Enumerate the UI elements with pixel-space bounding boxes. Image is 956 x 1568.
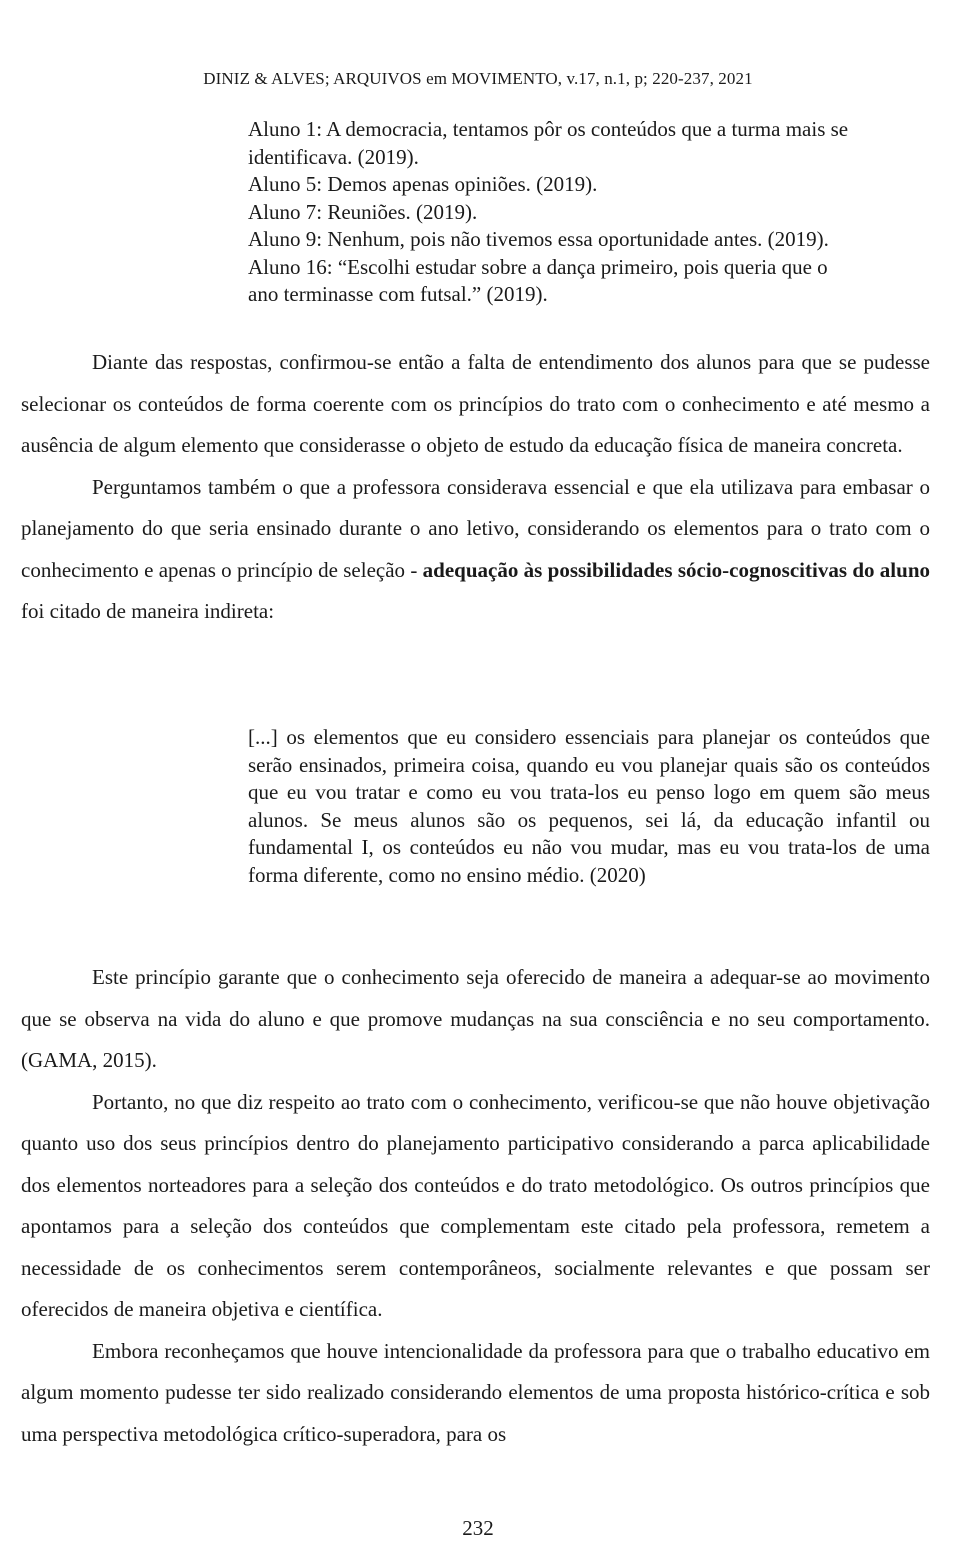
body-paragraph: Embora reconheçamos que houve intencionalidade da professora para que o trabalho educativo em algum momento pudesse ter sido realizado considerando elementos de uma proposta histórico-crítica e sob uma perspectiva metodológica crítico-superadora, para os [21, 1338, 930, 1446]
body-paragraph: Portanto, no que diz respeito ao trato com o conhecimento, verificou-se que não houve objetivação quanto uso dos seus princípios dentro do planejamento participativo considerando a parca aplicabilidade dos elementos norteadores para a seleção dos conteúdos e do trato metodológico. Os outros princípios que apontamos para a seleção dos conteúdos que complementam este citado pela professora, remetem a necessidade de os conhecimentos serem contemporâneos, socialmente relevantes e que possam ser oferecidos de maneira objetiva e científica. [21, 1089, 930, 1321]
paragraph-text: foi citado de maneira indireta: [21, 599, 275, 623]
quote-line: Aluno 5: Demos apenas opiniões. (2019). [248, 172, 598, 196]
paragraph-text: Perguntamos também o que a professora considerava essencial e que ela utilizava para embasar o planejamento do que seria ensinado durante o ano letivo, considerando os elementos para o trato com o conhecimento e apenas o princípio de seleção - [21, 474, 930, 582]
quote-line: ano terminasse com futsal.” (2019). [248, 282, 548, 306]
teacher-interview-quote: [...] os elementos que eu considero essenciais para planejar os conteúdos que serão ensinados, primeira coisa, quando eu vou planejar quais são os conteúdos que eu vou tratar e como eu vou trata-los eu penso logo em quem são meus alunos. Se meus alunos são os pequenos, sei lá, da educação infantil ou fundamental I, os conteúdos eu não vou mudar, mas eu vou trata-los de uma forma diferente, como no ensino médio. (2020) [248, 725, 930, 887]
quote-line: Aluno 16: “Escolhi estudar sobre a dança primeiro, pois queria que o [248, 254, 828, 279]
running-header: DINIZ & ALVES; ARQUIVOS em MOVIMENTO, v.17, n.1, p; 220-237, 2021 [203, 69, 753, 88]
student-responses-quote [248, 116, 930, 309]
body-text-section-1 [21, 342, 930, 633]
quote-line: Aluno 7: Reuniões. (2019). [248, 199, 478, 224]
body-paragraph: Este princípio garante que o conhecimento seja oferecido de maneira a adequar-se ao movimento que se observa na vida do aluno e que promove mudanças na sua consciência e no seu comportamento. (GAMA, 2015). [21, 965, 930, 1072]
quote-line: Aluno 1: A democracia, tentamos pôr os conteúdos que a turma mais se [248, 117, 849, 141]
body-text-section-2 [21, 957, 930, 1455]
body-paragraph [21, 467, 930, 633]
page-number: 232 [462, 1516, 494, 1540]
bold-phrase: adequação às possibilidades sócio-cognoscitivas do aluno [422, 557, 930, 582]
quote-line: Aluno 9: Nenhum, pois não tivemos essa oportunidade antes. (2019). [248, 227, 829, 251]
body-paragraph: Diante das respostas, confirmou-se então a falta de entendimento dos alunos para que se pudesse selecionar os conteúdos de forma coerente com os princípios do trato com o conhecimento e até mesmo a ausência de algum elemento que considerasse o objeto de estudo da educação física de maneira concreta. [21, 350, 930, 457]
quote-line: identificava. (2019). [248, 144, 419, 169]
